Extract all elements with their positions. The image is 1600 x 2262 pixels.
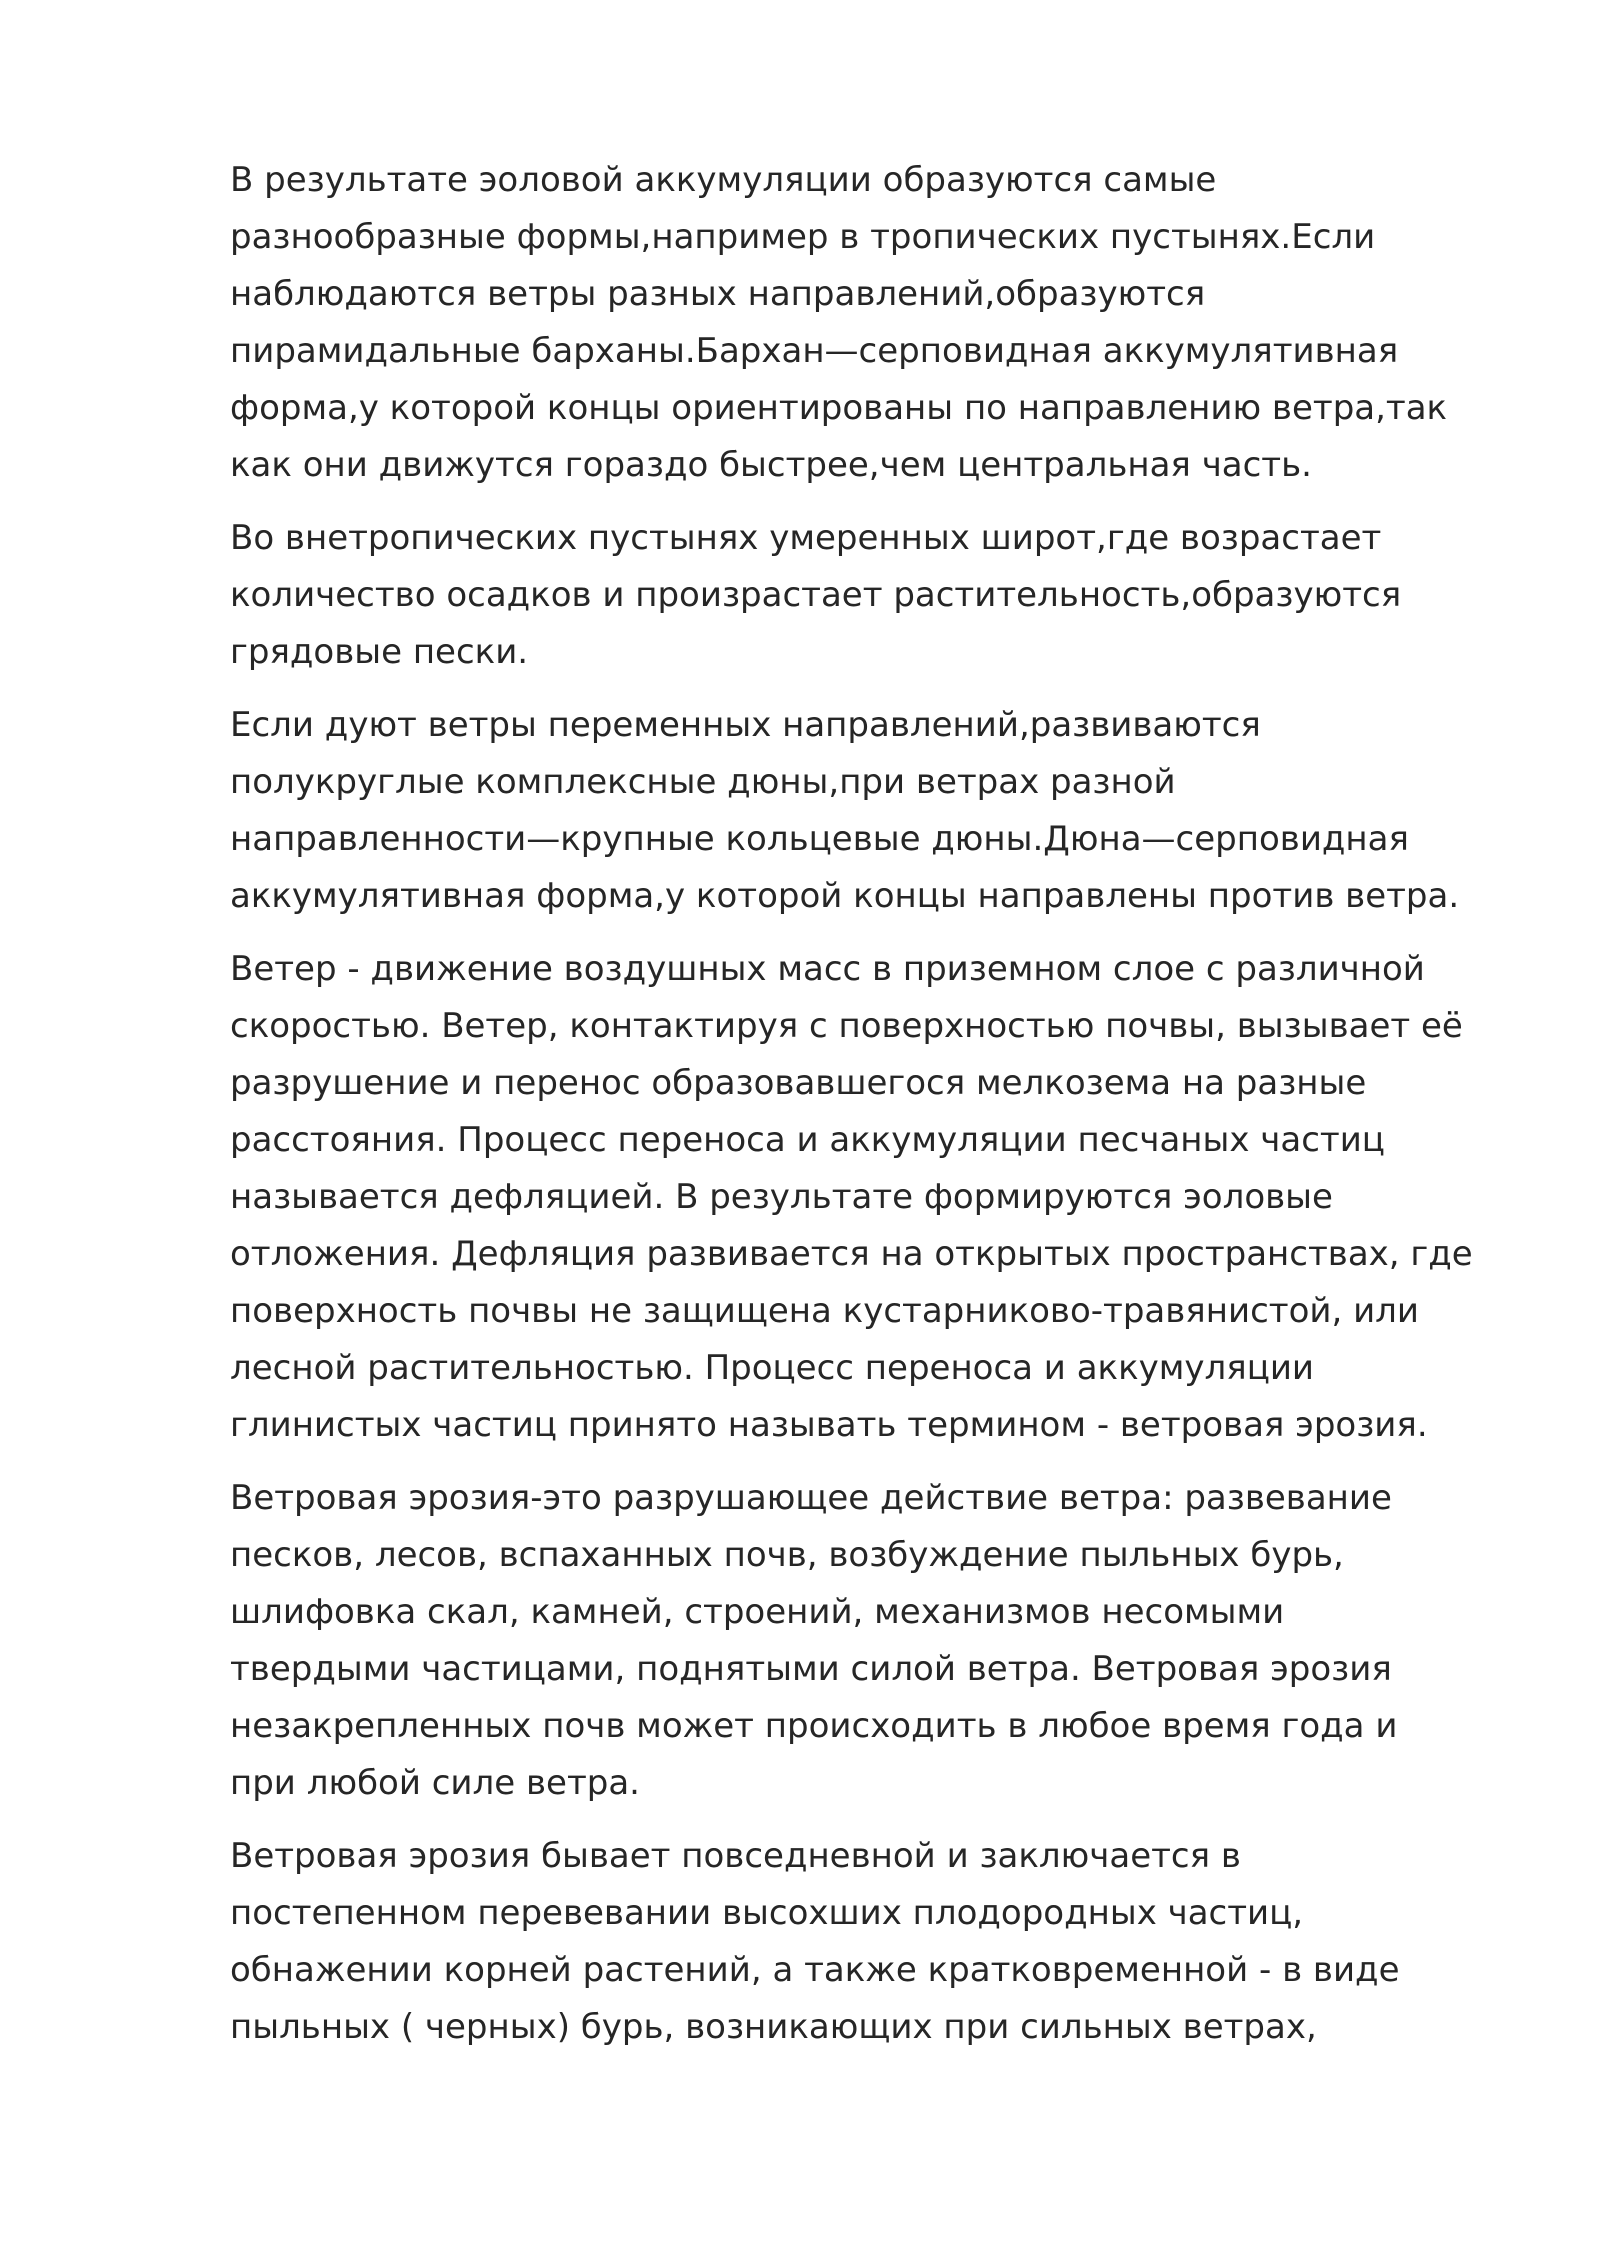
text-line: твердыми частицами, поднятыми силой ветра. Ветровая эрозия — [230, 1649, 1392, 1689]
text-line: при любой силе ветра. — [230, 1763, 640, 1803]
text-line: разнообразные формы,например в тропических пустынях.Если — [230, 217, 1376, 257]
paragraph-wind-erosion-types — [230, 1828, 1480, 2056]
text-line: шлифовка скал, камней, строений, механизмов несомыми — [230, 1592, 1285, 1632]
text-line: лесной растительностью. Процесс переноса и аккумуляции — [230, 1348, 1315, 1388]
paragraph-wind-erosion-definition — [230, 1470, 1480, 1812]
text-line: незакрепленных почв может происходить в любое время года и — [230, 1706, 1398, 1746]
text-line: глинистых частиц принято называть термином - ветровая эрозия. — [230, 1405, 1428, 1445]
paragraph-eolian-accumulation — [230, 152, 1480, 494]
text-line: разрушение и перенос образовавшегося мелкозема на разные — [230, 1063, 1367, 1103]
text-line: Если дуют ветры переменных направлений,развиваются — [230, 705, 1261, 745]
text-line: пирамидальные барханы.Бархан—серповидная аккумулятивная — [230, 331, 1399, 371]
text-line: отложения. Дефляция развивается на открытых пространствах, где — [230, 1234, 1473, 1274]
text-line: Ветровая эрозия бывает повседневной и заключается в — [230, 1836, 1241, 1876]
text-line: наблюдаются ветры разных направлений,образуются — [230, 274, 1206, 314]
text-line: направленности—крупные кольцевые дюны.Дюна—серповидная — [230, 819, 1409, 859]
text-line: В результате эоловой аккумуляции образуются самые — [230, 160, 1217, 200]
text-line: песков, лесов, вспаханных почв, возбуждение пыльных бурь, — [230, 1535, 1344, 1575]
text-line: скоростью. Ветер, контактируя с поверхностью почвы, вызывает её — [230, 1006, 1463, 1046]
text-line: обнажении корней растений, а также кратковременной - в виде — [230, 1950, 1400, 1990]
text-line: Во внетропических пустынях умеренных широт,где возрастает — [230, 518, 1382, 558]
text-line: пыльных ( черных) бурь, возникающих при сильных ветрах, — [230, 2007, 1317, 2047]
text-line: грядовые пески. — [230, 632, 529, 672]
paragraph-extratropical-deserts — [230, 510, 1480, 681]
text-line: форма,у которой концы ориентированы по направлению ветра,так — [230, 388, 1448, 428]
text-line: как они движутся гораздо быстрее,чем центральная часть. — [230, 445, 1312, 485]
text-line: называется дефляцией. В результате формируются эоловые — [230, 1177, 1333, 1217]
paragraph-wind-deflation — [230, 941, 1480, 1454]
text-line: поверхность почвы не защищена кустарниково-травянистой, или — [230, 1291, 1420, 1331]
text-line: расстояния. Процесс переноса и аккумуляции песчаных частиц — [230, 1120, 1385, 1160]
text-line: полукруглые комплексные дюны,при ветрах разной — [230, 762, 1176, 802]
text-line: аккумулятивная форма,у которой концы направлены против ветра. — [230, 876, 1460, 916]
text-line: постепенном перевевании высохших плодородных частиц, — [230, 1893, 1304, 1933]
paragraph-dunes — [230, 697, 1480, 925]
text-line: Ветровая эрозия-это разрушающее действие ветра: развевание — [230, 1478, 1392, 1518]
text-line: количество осадков и произрастает растительность,образуются — [230, 575, 1402, 615]
text-line: Ветер - движение воздушных масс в приземном слое с различной — [230, 949, 1425, 989]
